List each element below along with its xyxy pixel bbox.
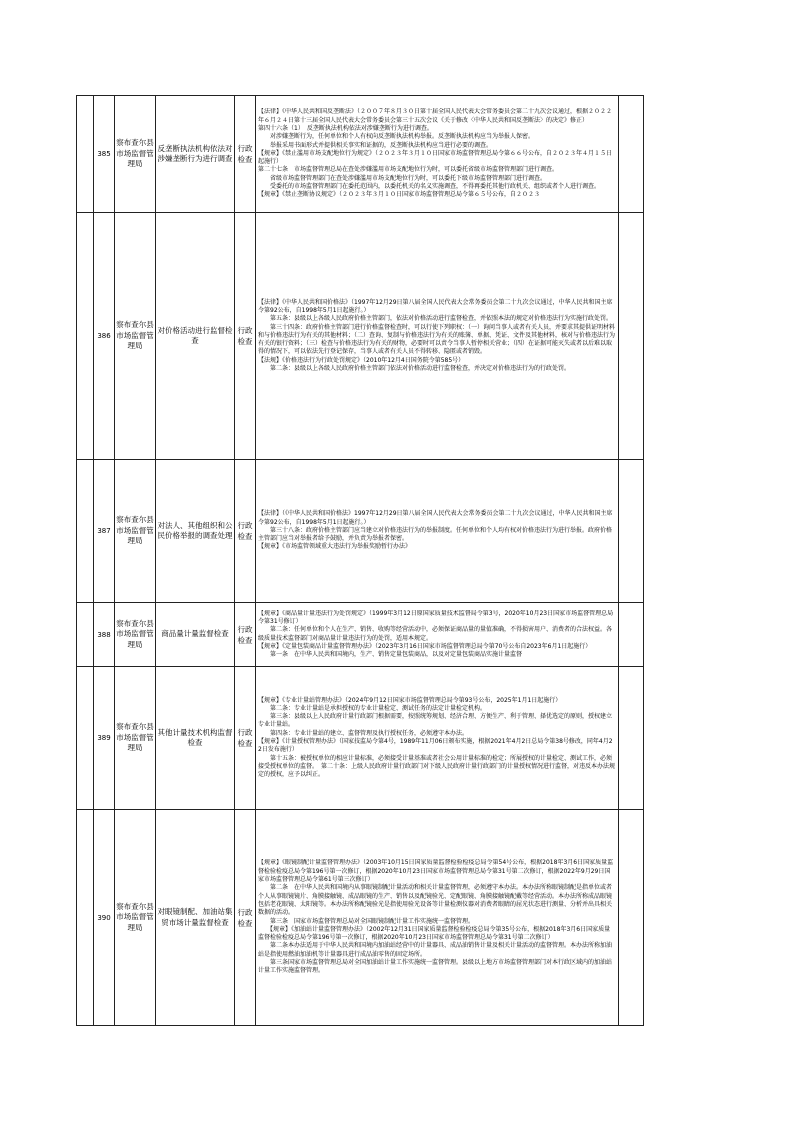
type-cell: 行政检查 — [235, 460, 256, 603]
type-cell: 行政检查 — [235, 603, 256, 667]
blank-cell — [77, 96, 94, 213]
item-name-cell: 商品量计量监督检查 — [156, 603, 235, 667]
department-cell: 察布查尔县市场监督管理局 — [115, 810, 156, 1026]
item-name-cell: 反垄断执法机构依法对涉嫌垄断行为进行调查 — [156, 96, 235, 213]
remark-cell — [619, 213, 644, 460]
department-cell: 察布查尔县市场监督管理局 — [115, 603, 156, 667]
item-name-cell: 其他计量技术机构监督检查 — [156, 667, 235, 810]
row-number: 387 — [94, 460, 115, 603]
table-row — [77, 810, 644, 1026]
legal-basis-text: 【规章】《专业计量站管理办法》（2024年9月12日国家市场监督管理总局令第93号公布，2025年1月1日起施行） 第二条：专业计量站是承担授权的专业计量检定、测试任务的法定计量检定机构。 第三条：县级以上人民政府计量行政部门根据需要，按照统筹规划、经济合理、方便生产、利于管理、择优选定的原则，授权建立专业计量站。 第四条：专业计量站的建立、监督管理及执行授权任务，必须遵守本办法。 【规章】《计量授权管理办法》（国家技监局令第4号，1989年11月06日颁布实施，根据2021年4月2日总局令第38号修改，同年4月22日发布施行） 第十五条：被授权单位的相应计量标准，必须接受计量基准或者社会公用计量标准的检定；所展授权的计量检定、测试工作，必须接受授权单位的监督。 第二十条：上级人民政府计量行政部门对下级人民政府计量行政部门的计量授权情况进行监督，对违反本办法规定的授权，应予以纠正。 — [258, 696, 616, 779]
table-row — [77, 667, 644, 810]
blank-cell — [77, 603, 94, 667]
legal-basis-text: 【法律】《中华人民共和国反垄断法》（２００７年８月３０日第十届全国人民代表大会常务委员会第二十九次会议通过，根据２０２２年６月２４日第十三届全国人民代表大会常务委员会第三十五次会议《关于修改〈中华人民共和国反垄断法〉的决定》修正） 第四十六条（1） 反垄断执法机构依法对涉嫌垄断行为进行调查。 对涉嫌垄断行为，任何单位和个人有权向反垄断执法机构举报。反垄断执法机构应当为举报人保密。 举报采用书面形式并提供相关事实和证据的，反垄断执法机构应当进行必要的调查。 【规章】《禁止滥用市场支配地位行为规定》（２０２３年３月１０日国家市场监督管理总局令第６６号公布，自２０２３年４月１５日起施行） 第二十七条 市场监督管理总局在查处涉嫌滥用市场支配地位行为时，可以委托省级市场监督管理部门进行调查。 省级市场监督管理部门在查处涉嫌滥用市场支配地位行为时，可以委托下级市场监督管理部门进行调查。 受委托的市场监督管理部门在委托范围内，以委托机关的名义实施调查，不得再委托其他行政机关、组织或者个人进行调查。 【规章】《禁止垄断协议规定》（２０２３年３月１０日国家市场监督管理总局令第６５号公布，自２０２３ — [258, 108, 613, 199]
type-cell: 行政检查 — [235, 213, 256, 460]
remark-cell — [619, 460, 644, 603]
blank-cell — [77, 213, 94, 460]
remark-cell — [619, 667, 644, 810]
item-name-cell: 对价格活动进行监督检查 — [156, 213, 235, 460]
legal-basis-text: 【法律】《中华人民共和国价格法》（1997年12月29日第八届全国人民代表大会常务委员会第二十九次会议通过，中华人民共和国主席令第92公布，自1998年5月1日起施行。） 第五条：县级以上各级人民政府价格主管部门，依法对价格活动进行监督检查，并依照本法的规定对价格违法行为实施行政处罚。 第三十四条：政府价格主管部门进行价格监督检查时，可以行使下列职权：（一）询问当事人或者有关人员，并要求其提供证明材料和与价格违法行为有关的其他材料；（二）查询、复制与价格违法行为有关的账簿、单据、凭证、文件及其他材料，核对与价格违法行为有关的银行资料；（三）检查与价格违法行为有关的财物，必要时可以责令当事人暂停相关营业；（四）在证据可能灭失或者以后难以取得的情况下，可以依法先行登记保存，当事人或者有关人员不得转移、隐匿或者销毁。 【法规】《价格违法行为行政处罚规定》（2010年12月4日国务院令第585号） 第二条：县级以上各级人民政府价格主管部门依法对价格活动进行监督检查，并决定对价格违法行为的行政处罚。 — [258, 298, 616, 373]
department-cell: 察布查尔县市场监督管理局 — [115, 213, 156, 460]
remark-cell — [619, 96, 644, 213]
remark-cell — [619, 603, 644, 667]
row-number: 386 — [94, 213, 115, 460]
row-number: 388 — [94, 603, 115, 667]
legal-basis-cell — [256, 603, 619, 667]
legal-basis-cell — [256, 667, 619, 810]
legal-basis-cell — [256, 460, 619, 603]
department-cell: 察布查尔县市场监督管理局 — [115, 96, 156, 213]
type-cell: 行政检查 — [235, 667, 256, 810]
row-number: 390 — [94, 810, 115, 1026]
legal-basis-text: 【规章】《眼镜制配计量监督管理办法》（2003年10月15日国家质量监督检验检疫总局令第54号公布，根据2018年3月6日国家质量监督检验检疫总局令第196号第一次修订，根据2020年10月23日国家市场监督管理总局令第31号第二次修订，根据2022年9月29日国家市场监督管理总局令第61号第三次修订） 第二条 在中华人民共和国境内从事眼镜制配计量活动和相关计量监督管理，必须遵守本办法。本办法所称眼镜制配是指单位或者个人从事眼镜镜片、角膜接触镜、成品眼镜的生产、销售以及配镜验光、定配眼镜、角膜接触镜配戴等经营活动。本办法所称成品眼镜包括老花眼镜、太阳镜等。本办法所称配镜验光是指使用验光设备等计量检测仪器对消费者眼睛的屈光状态进行测量、分析并出具相关数据的活动。 第三条 国家市场监督管理总局对全国眼镜制配计量工作实施统一监督管理。 【规章】《加油站计量监督管理办法》（2002年12月31日国家质量监督检验检疫总局令第35号公布，根据2018年3月6日国家质量监督检验检疫总局令第196号第一次修订，根据2020年10月23日国家市场监督管理总局令第31号第二次修订） 第二条本办法适用于中华人民共和国境内加油站经营中的计量器具、成品油销售计量及相关计量活动的监督管理。本办法所称加油站是指使用燃油加油机等计量器具进行成品油零售的固定场所。 第三条国家市场监督管理总局对全国加油站计量工作实施统一监督管理。县级以上地方市场监督管理部门对本行政区域内的加油站计量工作实施监督管理。 — [258, 859, 614, 975]
department-cell: 察布查尔县市场监督管理局 — [115, 460, 156, 603]
row-number: 385 — [94, 96, 115, 213]
table-row — [77, 603, 644, 667]
item-name-cell: 对法人、其他组织和公民价格举报的调查处理 — [156, 460, 235, 603]
remark-cell — [619, 810, 644, 1026]
legal-basis-text: 【法律】（《中华人民共和国价格法》1997年12月29日第八届全国人民代表大会常务委员会第二十九次会议通过，中华人民共和国主席令第92公布，自1998年5月1日起施行。） 第三十八条：政府价格主管部门应当建立对价格违法行为的举报制度。任何单位和个人均有权对价格违法行为进行举报。政府价格主管部门应当对举报者给予鼓励，并负责为举报者保密。 【规章】《市场监管领域重大违法行为举报奖励暂行办法》 — [258, 510, 613, 551]
department-cell: 察布查尔县市场监督管理局 — [115, 667, 156, 810]
legal-basis-cell — [256, 213, 619, 460]
table-row — [77, 96, 644, 213]
row-number: 389 — [94, 667, 115, 810]
legal-basis-cell — [256, 96, 619, 213]
blank-cell — [77, 667, 94, 810]
legal-basis-cell — [256, 810, 619, 1026]
item-name-cell: 对眼镜制配、加油站集贸市场计量监督检查 — [156, 810, 235, 1026]
blank-cell — [77, 810, 94, 1026]
enforcement-table — [76, 95, 644, 1026]
table-row — [77, 460, 644, 603]
legal-basis-text: 【规章】《商品量计量违法行为处罚规定》（1999年3月12日原国家质量技术监督局令第3号，2020年10月23日国家市场监督管理总局令第31号修订） 第二条：任何单位和个人在生产、销售、收购等经营活动中，必须保证商品量的量值准确，不得损害用户、消费者的合法权益。各级质量技术监督部门对商品量计量违法行为的处罚，适用本规定。 【规章】《定量包装商品计量监督管理办法》（2023年3月16日国家市场监督管理总局令第70号公布自2023年6月1日起施行） 第一条 在中华人民共和国境内，生产、销售定量包装商品，以及对定量包装商品实施计量监督 — [258, 609, 614, 659]
blank-cell — [77, 460, 94, 603]
table-row — [77, 213, 644, 460]
type-cell: 行政检查 — [235, 810, 256, 1026]
type-cell: 行政检查 — [235, 96, 256, 213]
